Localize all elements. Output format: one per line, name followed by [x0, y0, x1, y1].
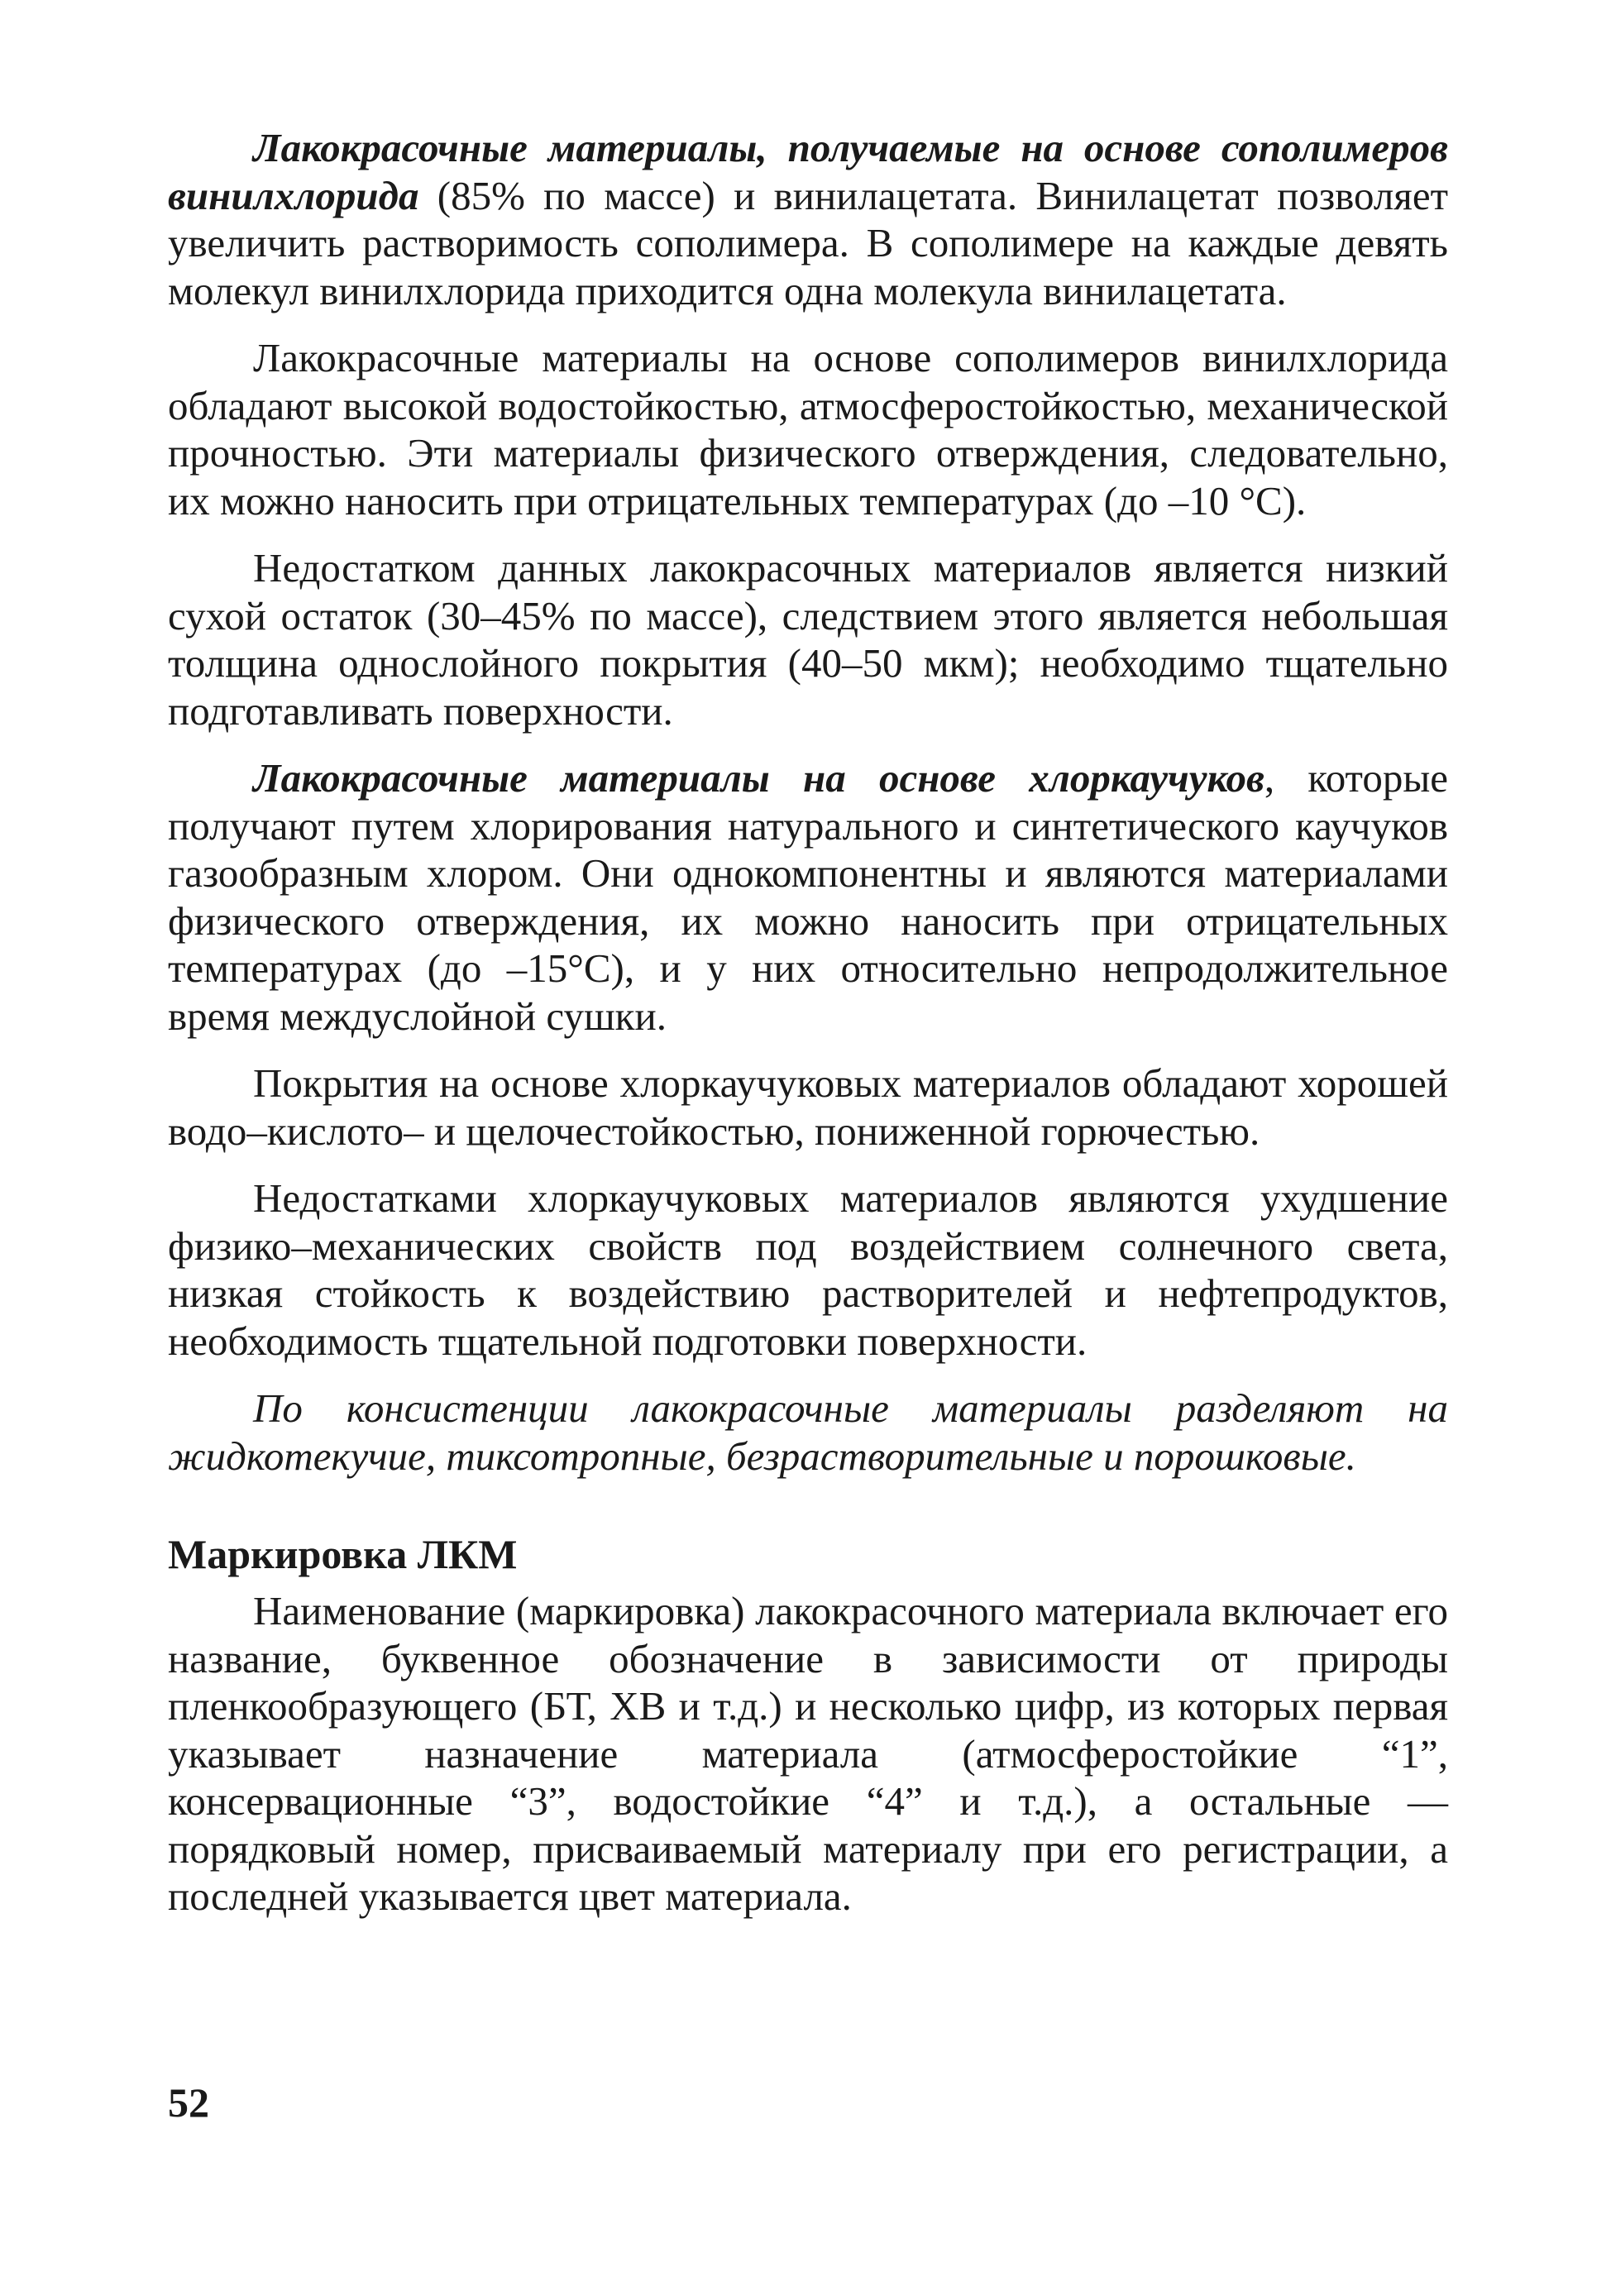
paragraph-consistency: [168, 1385, 1448, 1480]
paragraph-vinyl-chloride-properties: [168, 334, 1448, 524]
paragraph-vinyl-chloride-copolymers: [168, 124, 1448, 314]
paragraph-text: Лакокрасочные материалы на основе сополимеров винилхлорида обладают высокой водостойкостью, атмосферостойкостью, механической прочностью. Эти материалы физического отверждения, следовательно, их можно наносить при отрицательных температурах (до –10 °С).: [168, 335, 1448, 524]
paragraph-chlorinated-rubber: [168, 754, 1448, 1040]
paragraph-text: По консистенции лакокрасочные материалы разделяют на жидкотекучие, тиксотропные, безрастворительные и порошковые.: [168, 1385, 1448, 1479]
paragraph-chlorinated-rubber-drawbacks: [168, 1174, 1448, 1365]
paragraph-text: Наименование (маркировка) лакокрасочного материала включает его название, буквенное обозначение в зависимости от природы пленкообразующего (БТ, ХВ и т.д.) и несколько цифр, из которых первая указывает назначение материала (атмосферостойкие “1”, консервационные “3”, водостойкие “4” и т.д.), а остальные — порядковый номер, присваиваемый материалу при его регистрации, а последней указывается цвет материала.: [168, 1588, 1448, 1919]
paragraph-text: , которые получают путем хлорирования натурального и синтетического каучуков газообразным хлором. Они однокомпонентны и являются материалами физического отверждения, их можно наносить при отрицательных температурах (до –15°С), и у них относительно непродолжительное время междуслойной сушки.: [168, 755, 1448, 1039]
page-content: [168, 124, 1448, 1921]
paragraph-text: (85% по массе) и винилацетата. Винилацетат позволяет увеличить растворимость сополимера. В сополимере на каждые девять молекул винилхлорида приходится одна молекула винилацетата.: [168, 172, 1448, 313]
paragraph-vinyl-chloride-drawbacks: [168, 544, 1448, 734]
paragraph-text: Покрытия на основе хлоркаучуковых материалов обладают хорошей водо–кислото– и щелочестойкостью, пониженной горючестью.: [168, 1060, 1448, 1154]
page-number: 52: [168, 2079, 209, 2126]
paragraph-text: Недостатками хлоркаучуковых материалов являются ухудшение физико–механических свойств под воздействием солнечного света, низкая стойкость к воздействию растворителей и нефтепродуктов, необходимость тщательной подготовки поверхности.: [168, 1175, 1448, 1364]
term-chlorinated-rubber: Лакокрасочные материалы на основе хлоркаучуков: [253, 755, 1264, 801]
paragraph-marking: [168, 1587, 1448, 1921]
term-vinyl-chloride-copolymers: Лакокрасочные материалы, получаемые на основе сополимеров винилхлорида: [168, 125, 1448, 218]
section-heading: Маркировка ЛКМ: [168, 1531, 518, 1577]
paragraph-chlorinated-rubber-coatings: [168, 1060, 1448, 1155]
paragraph-text: Недостатком данных лакокрасочных материалов является низкий сухой остаток (30–45% по массе), следствием этого является небольшая толщина однослойного покрытия (40–50 мкм); необходимо тщательно подготавливать поверхности.: [168, 545, 1448, 734]
